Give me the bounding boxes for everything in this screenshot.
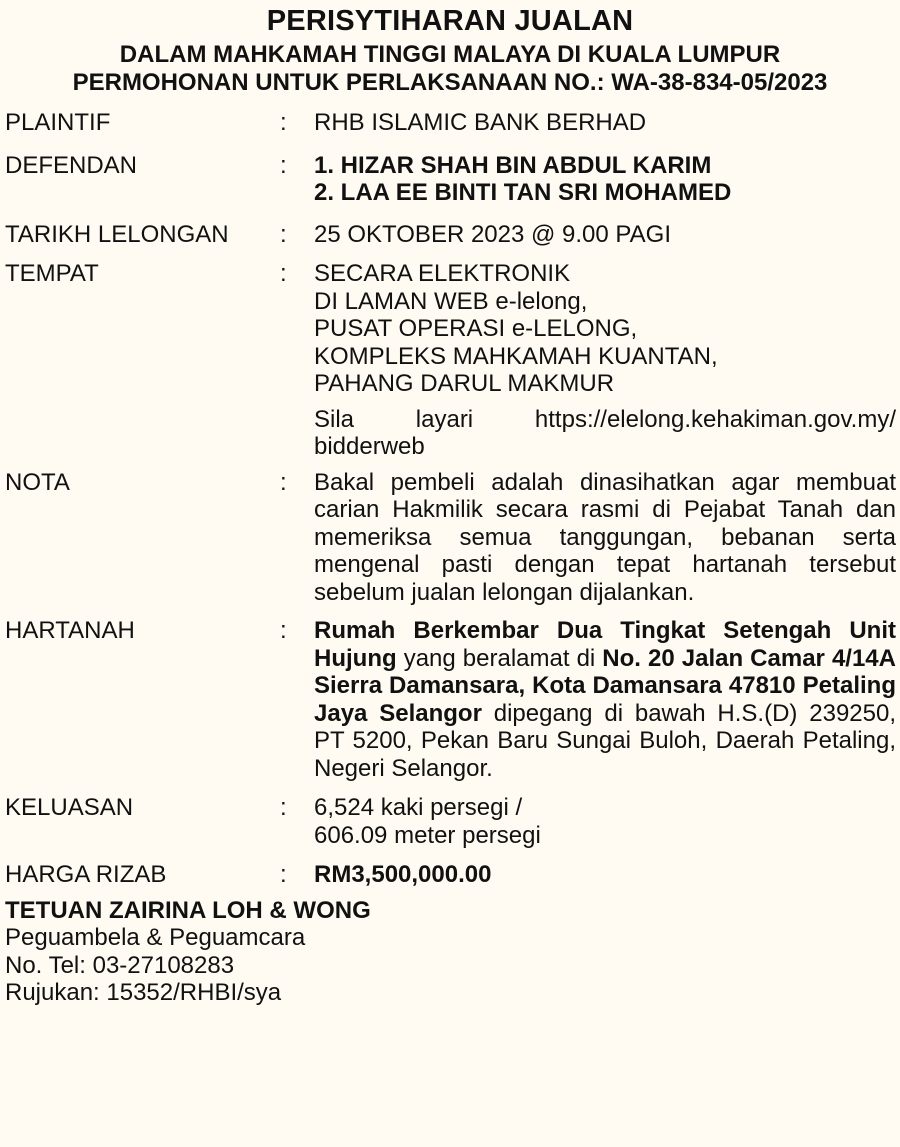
reserve-price-row [0, 861, 900, 889]
firm-name: TETUAN ZAIRINA LOH & WONG [5, 896, 371, 924]
venue-value [314, 260, 896, 461]
area-row [0, 794, 900, 849]
auction-date-label: TARIKH LELONGAN [5, 220, 229, 248]
property-type: Rumah Berkembar Dua Tingkat Setengah Unit Hujung [314, 617, 896, 672]
separator: : [280, 794, 287, 821]
note-row [0, 469, 900, 607]
reserve-price-value: RM3,500,000.00 [314, 861, 492, 888]
property-title-details: dipegang di bawah H.S.(D) 239250, PT 5200, Pekan Baru Sungai Buloh, Daerah Petaling, Negeri Selangor. [314, 699, 896, 782]
separator: : [280, 109, 287, 136]
defendant-1: 1. HIZAR SHAH BIN ABDUL KARIM [314, 151, 712, 179]
venue-website-note: Sila layari https://elelong.kehakiman.gov.my/ bidderweb [314, 405, 896, 460]
auction-date-row [0, 221, 900, 249]
firm-role: Peguambela & Peguamcara [5, 924, 306, 951]
separator: : [280, 861, 287, 888]
separator: : [280, 617, 287, 644]
venue-line: DI LAMAN WEB e-lelong, [314, 287, 588, 315]
firm-reference: Rujukan: 15352/RHBI/sya [5, 979, 282, 1006]
property-label: HARTANAH [5, 617, 135, 644]
venue-row [0, 260, 900, 461]
plaintiff-value: RHB ISLAMIC BANK BERHAD [314, 109, 647, 136]
defendant-value [314, 152, 896, 207]
defendant-row [0, 152, 900, 207]
note-label: NOTA [5, 468, 70, 496]
venue-line: PAHANG DARUL MAKMUR [314, 370, 615, 397]
separator: : [280, 220, 287, 248]
area-value [314, 794, 896, 849]
separator: : [280, 151, 287, 179]
note-value: Bakal pembeli adalah dinasihatkan agar membuat carian Hakmilik secara rasmi di Pejabat Tanah dan memeriksa semua tanggungan, bebanan serta mengenal pasti dengan tepat hartanah tersebut sebelum jualan lelongan dijalankan. [314, 468, 896, 606]
separator: : [280, 260, 287, 287]
separator: : [280, 468, 287, 496]
property-address: No. 20 Jalan Camar 4/14A Sierra Damansara, Kota Damansara 47810 Petaling Jaya Selangor [314, 644, 896, 727]
venue-line: KOMPLEKS MAHKAMAH KUANTAN, [314, 342, 718, 370]
application-number: PERMOHONAN UNTUK PERLAKSANAAN NO.: WA-38-834-05/2023 [72, 69, 828, 96]
plaintiff-row [0, 109, 900, 137]
property-connector: yang beralamat di [396, 644, 603, 672]
notice-title: PERISYTIHARAN JUALAN [266, 5, 634, 37]
venue-line: SECARA ELEKTRONIK [314, 260, 571, 287]
defendant-2: 2. LAA EE BINTI TAN SRI MOHAMED [314, 179, 732, 206]
property-value [314, 617, 896, 782]
notice-details [0, 109, 900, 889]
area-label: KELUASAN [5, 794, 134, 821]
property-row [0, 617, 900, 782]
plaintiff-label: PLAINTIF [5, 109, 111, 136]
area-sqm: 606.09 meter persegi [314, 821, 541, 849]
firm-phone: No. Tel: 03-27108283 [5, 951, 235, 979]
area-sqft: 6,524 kaki persegi / [314, 794, 523, 821]
defendant-label: DEFENDAN [5, 151, 138, 179]
court-name: DALAM MAHKAMAH TINGGI MALAYA DI KUALA LUMPUR [119, 41, 781, 68]
venue-line: PUSAT OPERASI e-LELONG, [314, 315, 638, 342]
solicitor-block [0, 897, 900, 1007]
venue-label: TEMPAT [5, 260, 99, 287]
reserve-price-label: HARGA RIZAB [5, 861, 167, 888]
auction-date-value: 25 OKTOBER 2023 @ 9.00 PAGI [314, 220, 671, 248]
